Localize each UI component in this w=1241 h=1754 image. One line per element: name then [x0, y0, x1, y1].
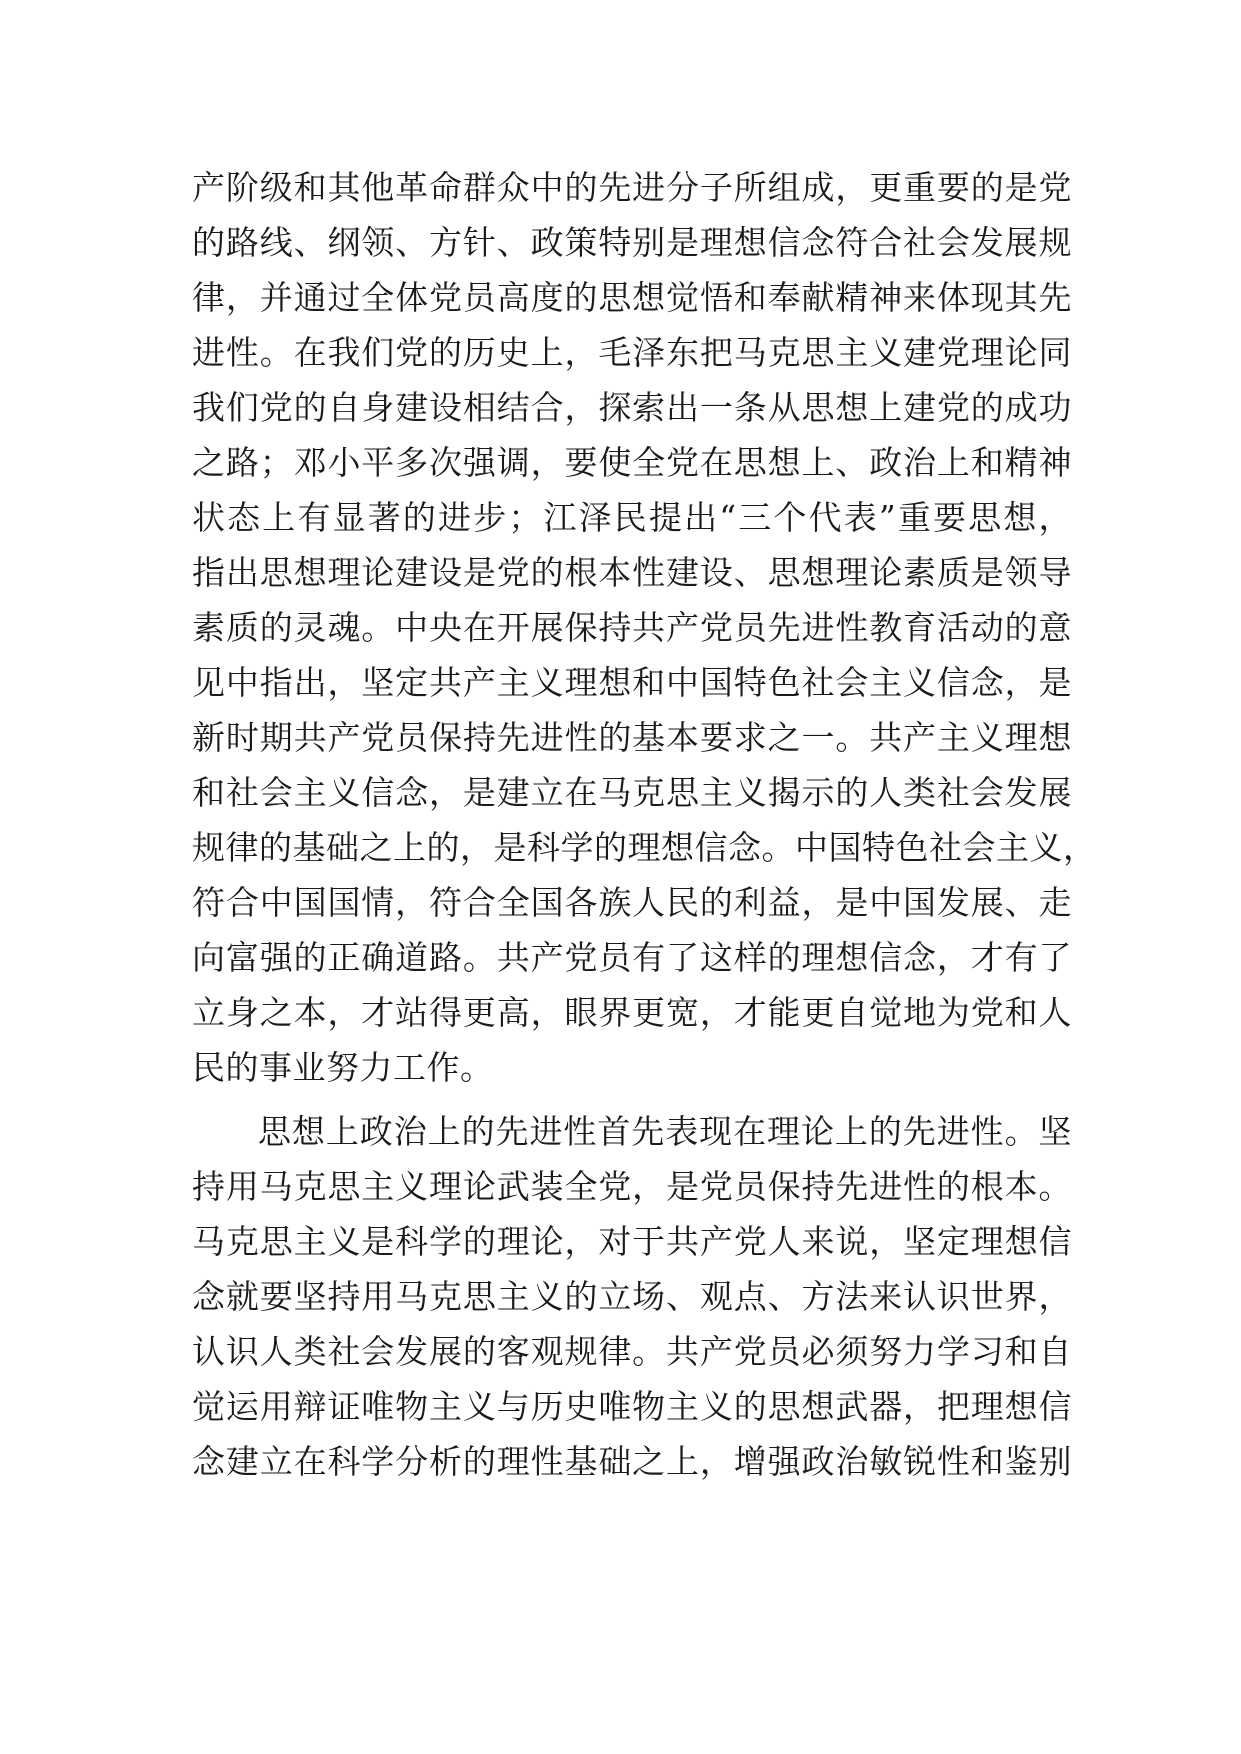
- text-line: 状态上有显著的进步；江泽民提出“三个代表”重要思想，: [192, 498, 1072, 537]
- text-line: 产阶级和其他革命群众中的先进分子所组成，更重要的是党: [192, 168, 1072, 207]
- text-line: 民的事业努力工作。: [192, 1048, 494, 1087]
- text-line: 向富强的正确道路。共产党员有了这样的理想信念，才有了: [192, 938, 1072, 977]
- text-line: 立身之本，才站得更高，眼界更宽，才能更自觉地为党和人: [192, 993, 1072, 1032]
- text-line: 见中指出，坚定共产主义理想和中国特色社会主义信念，是: [192, 663, 1072, 702]
- text-line: 符合中国国情，符合全国各族人民的利益，是中国发展、走: [192, 883, 1072, 922]
- text-line: 新时期共产党员保持先进性的基本要求之一。共产主义理想: [192, 718, 1072, 757]
- paragraph-1: [192, 160, 1097, 1095]
- text-line: 的路线、纲领、方针、政策特别是理想信念符合社会发展规: [192, 223, 1072, 262]
- text-line: 思想上政治上的先进性首先表现在理论上的先进性。坚: [258, 1112, 1072, 1151]
- text-line: 认识人类社会发展的客观规律。共产党员必须努力学习和自: [192, 1332, 1072, 1371]
- text-line: 进性。在我们党的历史上，毛泽东把马克思主义建党理论同: [192, 333, 1072, 372]
- paragraph-gap: [192, 1095, 1072, 1104]
- text-line: 律，并通过全体党员高度的思想觉悟和奉献精神来体现其先: [192, 278, 1072, 317]
- paragraph-2: [192, 1104, 1072, 1489]
- text-line: 我们党的自身建设相结合，探索出一条从思想上建党的成功: [192, 388, 1072, 427]
- text-line: 规律的基础之上的，是科学的理想信念。中国特色社会主义，: [192, 828, 1097, 867]
- text-line: 素质的灵魂。中央在开展保持共产党员先进性教育活动的意: [192, 608, 1072, 647]
- text-line: 念就要坚持用马克思主义的立场、观点、方法来认识世界，: [192, 1277, 1072, 1316]
- text-line: 指出思想理论建设是党的根本性建设、思想理论素质是领导: [192, 553, 1072, 592]
- text-line: 之路；邓小平多次强调，要使全党在思想上、政治上和精神: [192, 443, 1072, 482]
- text-line: 和社会主义信念，是建立在马克思主义揭示的人类社会发展: [192, 773, 1072, 812]
- text-line: 觉运用辩证唯物主义与历史唯物主义的思想武器，把理想信: [192, 1387, 1072, 1426]
- text-line: 念建立在科学分析的理性基础之上，增强政治敏锐性和鉴别: [192, 1442, 1072, 1481]
- text-line: 马克思主义是科学的理论，对于共产党人来说，坚定理想信: [192, 1222, 1072, 1261]
- text-line: 持用马克思主义理论武装全党，是党员保持先进性的根本。: [192, 1167, 1072, 1206]
- body-text: [192, 160, 1097, 1489]
